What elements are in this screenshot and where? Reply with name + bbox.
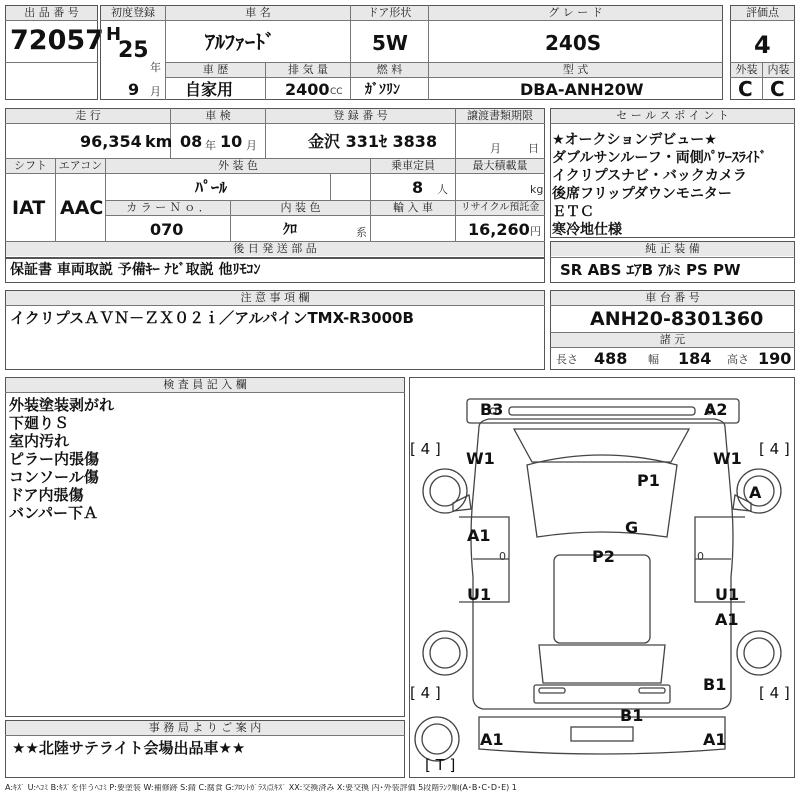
color-no-value: 070 — [150, 220, 184, 239]
max-load-label: 最大積載量 — [456, 159, 544, 173]
left-mirror — [453, 495, 471, 511]
inspector-item: 室内汚れ — [9, 432, 70, 450]
first-reg-year: 25 — [118, 38, 149, 63]
mark-a1-right: A1 — [715, 610, 739, 629]
capacity-label: 乗車定員 — [371, 159, 455, 173]
displacement-label: 排 気 量 — [266, 63, 350, 77]
displacement-unit: CC — [330, 87, 343, 97]
shift-label: シフト — [6, 159, 55, 173]
windshield — [527, 455, 677, 537]
map-zero-left: 0 — [499, 550, 506, 563]
mark-a1-bottom-right: A1 — [703, 730, 727, 749]
recycle-label: リサイクル預託金 — [456, 201, 544, 215]
lot-number-label: 出 品 番 号 — [6, 6, 97, 20]
mark-a2: A2 — [704, 400, 728, 419]
inspector-item: コンソール傷 — [9, 468, 99, 486]
car-name-label: 車 名 — [166, 6, 350, 20]
inspection-label: 車 検 — [171, 109, 265, 123]
sales-points-list — [552, 131, 767, 239]
reg-no-value: 金沢 331ｾ 3838 — [308, 132, 438, 151]
capacity-unit: 人 — [437, 183, 448, 196]
int-score-value: C — [770, 77, 785, 101]
length-value: 488 — [594, 349, 628, 368]
sales-point-item: 寒冷地仕様 — [552, 222, 622, 238]
fuel-label: 燃 料 — [351, 63, 428, 77]
mark-w1-left: W1 — [466, 449, 495, 468]
spec-label: 諸 元 — [551, 333, 794, 347]
int-color-label: 内 装 色 — [231, 201, 370, 215]
mark-b1-bottom: B1 — [620, 706, 644, 725]
inspection-year: 08 — [180, 132, 203, 151]
door-value: 5W — [372, 31, 408, 55]
history-value: 自家用 — [185, 80, 234, 99]
score-label: 評価点 — [731, 6, 794, 20]
mileage-unit: km — [145, 132, 173, 151]
inspector-item: ピラー内張傷 — [9, 450, 100, 468]
mileage-value: 96,354 — [80, 132, 142, 151]
shift-value: IAT — [12, 197, 46, 219]
model-label: 型 式 — [429, 63, 722, 77]
rear-trim — [479, 717, 725, 754]
legend-text: A:ｷｽﾞ U:ﾍｺﾐ B:ｷｽﾞを伴うﾍｺﾐ P:要塗装 W:補修跡 S:錆 C:腐食 G:ﾌﾛﾝﾄｶﾞﾗｽ点ｷｽﾞ XX:交換済み X:要交換 内･外装評価 5段階ﾗﾝｸ順(A･B･C･D･E) 1 — [5, 784, 517, 792]
mark-b1-right: B1 — [703, 675, 727, 694]
inspector-item: 下廻りＳ — [9, 414, 70, 432]
car-diagram — [409, 377, 795, 778]
aircon-label: エアコン — [56, 159, 105, 173]
sales-point-item: ★オークションデビュー★ — [552, 132, 717, 148]
max-load-unit: kg — [530, 183, 544, 196]
mark-p2: P2 — [592, 547, 615, 566]
sales-point-item: イクリプスナビ・バックカメラ — [552, 168, 747, 184]
rear-window — [539, 645, 665, 683]
detail-box — [5, 108, 545, 258]
license-plate — [571, 727, 633, 741]
import-label: 輸 入 車 — [371, 201, 455, 215]
lot-number: 72057 — [10, 25, 104, 56]
transfer-month-unit: 月 — [490, 142, 501, 155]
inspection-month-unit: 月 — [246, 139, 257, 152]
transfer-day-unit: 日 — [528, 142, 539, 155]
mark-a1-left: A1 — [467, 526, 491, 545]
recycle-unit: 円 — [530, 225, 541, 238]
first-reg-month-unit: 月 — [150, 85, 161, 98]
mark-p1: P1 — [637, 471, 660, 490]
reg-no-label: 登 録 番 号 — [266, 109, 455, 123]
first-reg-label: 初度登録 — [101, 6, 165, 20]
mileage-label: 走 行 — [6, 109, 170, 123]
displacement-value: 2400 — [285, 80, 330, 99]
notes-label: 注 意 事 項 欄 — [6, 291, 544, 305]
genuine-value: SR ABS ｴｱB ｱﾙﾐ PS PW — [560, 261, 741, 279]
ext-color-label: 外 装 色 — [106, 159, 370, 173]
inspector-label: 検 査 員 記 入 欄 — [6, 378, 404, 392]
car-name: ｱﾙﾌｧｰﾄﾞ — [205, 30, 275, 54]
inspector-item: 外装塗装剥がれ — [9, 396, 115, 414]
grade-value: 240S — [545, 31, 602, 55]
door-label: ドア形状 — [351, 6, 428, 20]
office-label: 事 務 局 よ り ご 案 内 — [6, 721, 404, 735]
width-label: 幅 — [648, 353, 659, 366]
transfer-label: 譲渡書類期限 — [456, 109, 544, 123]
ext-score-value: C — [738, 77, 753, 101]
sales-point-item: ダブルサンルーフ・両側ﾊﾟﾜｰｽﾗｲﾄﾞ — [552, 150, 767, 166]
int-color-unit: 系 — [356, 226, 367, 239]
ext-color-value: ﾊﾟｰﾙ — [195, 178, 228, 197]
tire-rear-right: [ 4 ] — [759, 684, 790, 702]
fuel-value: ｶﾞｿﾘﾝ — [365, 82, 400, 98]
mark-g: G — [625, 518, 639, 537]
inspector-item: ドア内張傷 — [9, 486, 84, 504]
inspection-year-unit: 年 — [205, 139, 216, 152]
height-value: 190 — [758, 349, 792, 368]
first-reg-year-unit: 年 — [150, 61, 161, 74]
tire-spare: [ T ] — [425, 756, 456, 774]
color-no-label: カ ラ ー Ｎ ｏ ． — [106, 201, 230, 215]
length-label: 長さ — [556, 353, 578, 366]
model-value: DBA-ANH20W — [520, 80, 644, 99]
mark-u1-right: U1 — [715, 585, 740, 604]
tire-front-right: [ 4 ] — [759, 440, 790, 458]
first-reg-month: 9 — [128, 80, 140, 99]
sales-point-item: 後席フリップダウンモニター — [552, 186, 732, 202]
width-value: 184 — [678, 349, 712, 368]
roof — [554, 555, 650, 643]
front-bumper-inner — [509, 407, 695, 415]
aircon-value: AAC — [60, 197, 104, 219]
mark-w1-right: W1 — [713, 449, 742, 468]
height-label: 高さ — [727, 353, 749, 366]
hood — [514, 429, 689, 462]
sales-point-item: ＥＴＣ — [552, 204, 594, 220]
later-parts-value: 保証書 車両取説 予備ｷｰ ﾅﾋﾞ取説 他ﾘﾓｺﾝ — [10, 262, 261, 278]
office-value: ★★北陸サテライト会場出品車★★ — [12, 739, 246, 757]
sales-points-label: セ ー ル ス ポ イ ン ト — [551, 109, 794, 123]
notes-value: イクリプスＡＶＮ－ＺＸ０２ｉ／アルパインTMX-R3000B — [10, 309, 414, 327]
inspection-month: 10 — [220, 132, 243, 151]
recycle-value: 16,260 — [468, 220, 530, 239]
int-color-value: ｸﾛ — [283, 222, 297, 238]
mark-u1-left: U1 — [467, 585, 492, 604]
genuine-label: 純 正 装 備 — [551, 242, 794, 256]
first-reg-era: H — [106, 24, 122, 45]
ext-score-label: 外装 — [731, 63, 762, 77]
history-label: 車 歴 — [166, 63, 265, 77]
mark-b3: B3 — [480, 400, 504, 419]
grade-label: グ レ ー ド — [429, 6, 722, 20]
later-parts-label: 後 日 発 送 部 品 — [6, 242, 544, 256]
tire-front-left: [ 4 ] — [410, 440, 441, 458]
inspector-item: バンパー下Ａ — [9, 504, 98, 522]
mark-a-right-wheel: A — [749, 483, 762, 502]
capacity-value: 8 — [412, 178, 424, 197]
chassis-label: 車 台 番 号 — [551, 291, 794, 305]
mark-a1-bottom-left: A1 — [480, 730, 504, 749]
int-score-label: 内装 — [763, 63, 794, 77]
map-zero-right: 0 — [697, 550, 704, 563]
chassis-value: ANH20-8301360 — [590, 308, 764, 330]
score-value: 4 — [754, 31, 771, 59]
inspector-list — [9, 396, 114, 522]
tire-rear-left: [ 4 ] — [410, 684, 441, 702]
